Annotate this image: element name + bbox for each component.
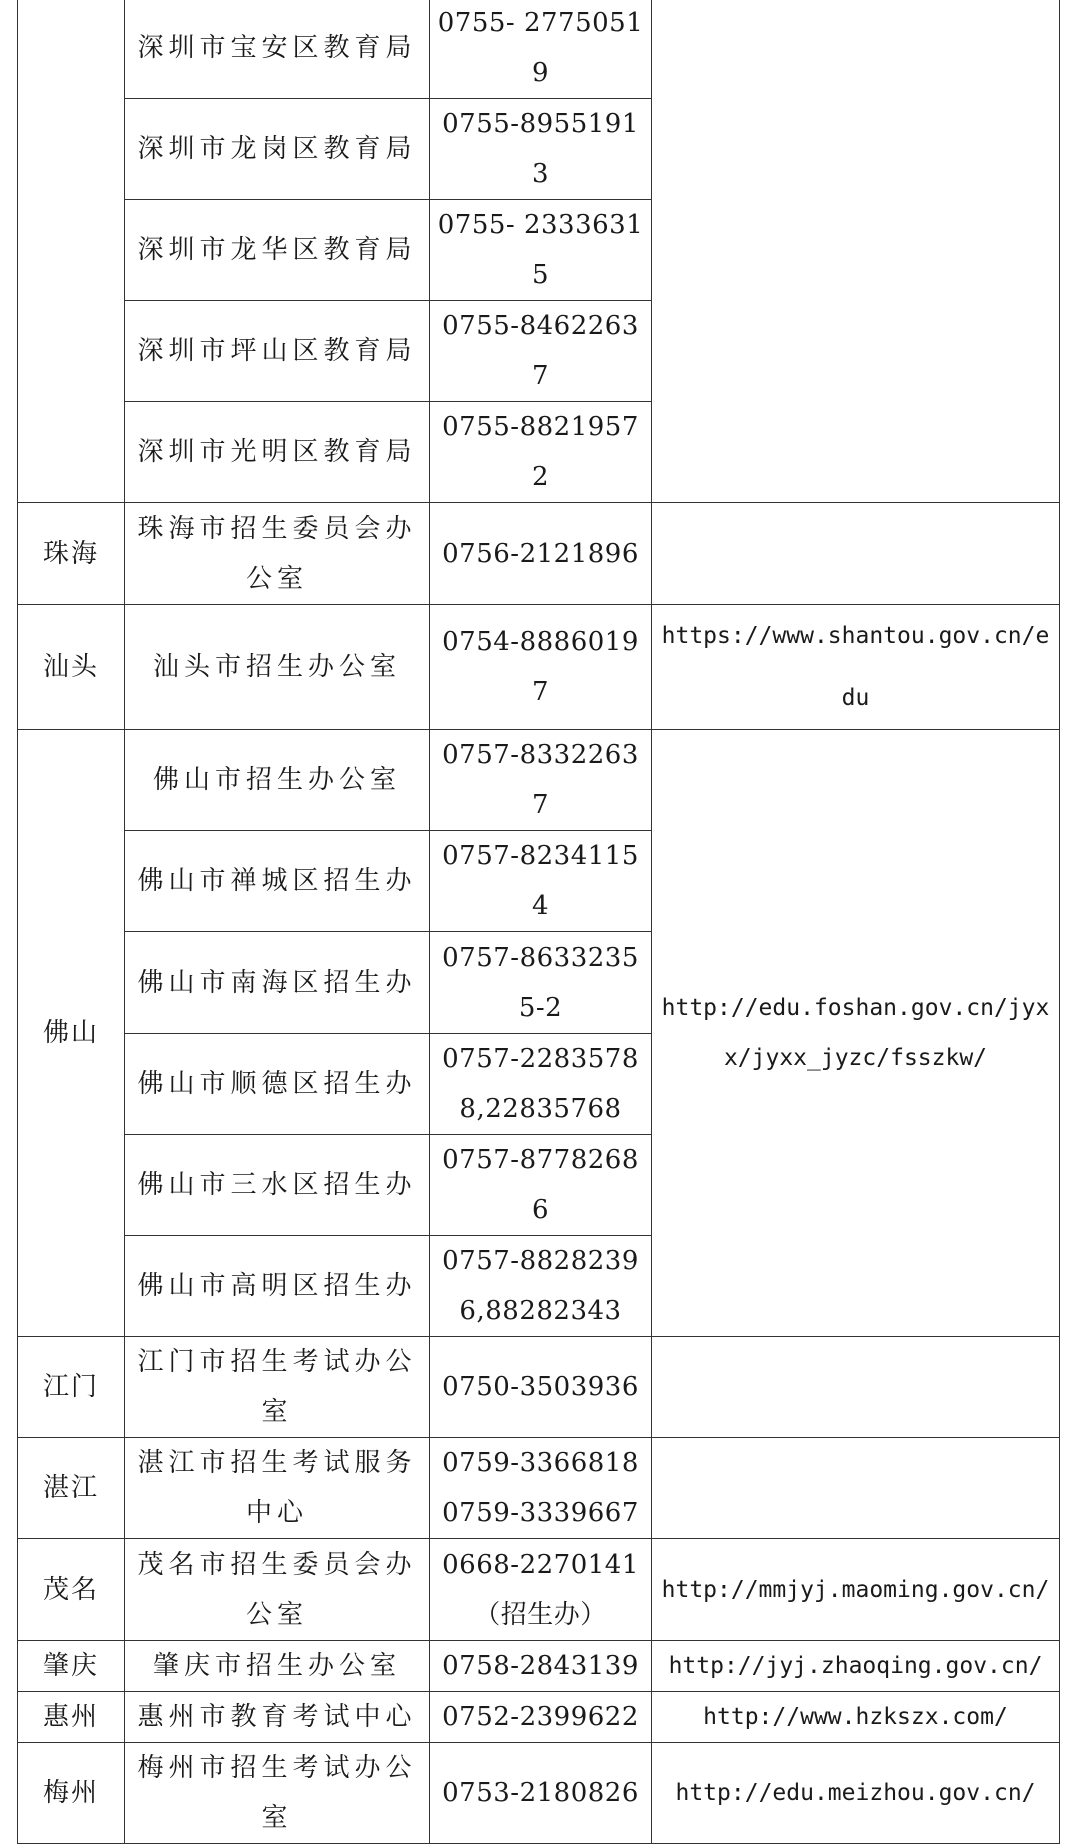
org-cell: 梅州市招生考试办公室 (125, 1743, 430, 1844)
org-cell: 茂名市招生委员会办公室 (125, 1539, 430, 1641)
url-cell: http://www.hzkszx.com/ (652, 1692, 1060, 1743)
org-cell: 深圳市坪山区教育局 (125, 301, 430, 402)
phone-cell: 0755- 23336315 (430, 200, 652, 301)
org-cell: 汕头市招生办公室 (125, 605, 430, 730)
org-cell: 佛山市顺德区招生办 (125, 1034, 430, 1135)
url-cell: http://edu.meizhou.gov.cn/ (652, 1743, 1060, 1844)
org-cell: 深圳市龙华区教育局 (125, 200, 430, 301)
city-cell: 珠海 (18, 503, 125, 605)
phone-cell: 0668-2270141（招生办） (430, 1539, 652, 1641)
table-row (18, 1743, 1060, 1844)
admissions-contact-table (17, 0, 1060, 1844)
url-cell (652, 503, 1060, 605)
org-cell: 江门市招生考试办公室 (125, 1337, 430, 1438)
phone-cell: 0757-88282396,88282343 (430, 1236, 652, 1337)
url-cell: http://jyj.zhaoqing.gov.cn/ (652, 1641, 1060, 1692)
phone-cell: 0755- 27750519 (430, 0, 652, 99)
city-cell: 惠州 (18, 1692, 125, 1743)
phone-cell: 0752-2399622 (430, 1692, 652, 1743)
phone-cell: 0757-22835788,22835768 (430, 1034, 652, 1135)
city-cell: 佛山 (18, 730, 125, 1337)
table-row (18, 1692, 1060, 1743)
city-cell: 茂名 (18, 1539, 125, 1641)
table-row (18, 1641, 1060, 1692)
phone-cell: 0755-84622637 (430, 301, 652, 402)
url-cell (652, 1438, 1060, 1539)
phone-cell: 0757-86332355-2 (430, 932, 652, 1034)
phone-cell: 0758-2843139 (430, 1641, 652, 1692)
org-cell: 佛山市招生办公室 (125, 730, 430, 831)
phone-cell: 0757-83322637 (430, 730, 652, 831)
table-row (18, 1337, 1060, 1438)
org-cell: 佛山市禅城区招生办 (125, 831, 430, 932)
org-cell: 湛江市招生考试服务中心 (125, 1438, 430, 1539)
city-cell: 汕头 (18, 605, 125, 730)
table-row (18, 503, 1060, 605)
city-cell: 湛江 (18, 1438, 125, 1539)
phone-cell: 0756-2121896 (430, 503, 652, 605)
org-cell: 佛山市高明区招生办 (125, 1236, 430, 1337)
org-cell: 佛山市三水区招生办 (125, 1135, 430, 1236)
table-row (18, 730, 1060, 831)
url-cell: https://www.shantou.gov.cn/edu (652, 605, 1060, 730)
city-cell: 梅州 (18, 1743, 125, 1844)
org-cell: 深圳市光明区教育局 (125, 402, 430, 503)
url-cell (652, 1337, 1060, 1438)
table-row (18, 1539, 1060, 1641)
phone-cell: 0754-88860197 (430, 605, 652, 730)
city-cell: 江门 (18, 1337, 125, 1438)
phone-cell: 0757-87782686 (430, 1135, 652, 1236)
phone-cell: 0759-3366818 0759-3339667 (430, 1438, 652, 1539)
url-cell (652, 0, 1060, 503)
phone-cell: 0753-2180826 (430, 1743, 652, 1844)
phone-cell: 0750-3503936 (430, 1337, 652, 1438)
org-cell: 惠州市教育考试中心 (125, 1692, 430, 1743)
url-cell: http://mmjyj.maoming.gov.cn/ (652, 1539, 1060, 1641)
table-row (18, 1438, 1060, 1539)
phone-cell: 0757-82341154 (430, 831, 652, 932)
table-row (18, 605, 1060, 730)
url-cell: http://edu.foshan.gov.cn/jyxx/jyxx_jyzc/fsszkw/ (652, 730, 1060, 1337)
city-cell (18, 0, 125, 503)
org-cell: 珠海市招生委员会办公室 (125, 503, 430, 605)
org-cell: 肇庆市招生办公室 (125, 1641, 430, 1692)
org-cell: 深圳市龙岗区教育局 (125, 99, 430, 200)
org-cell: 深圳市宝安区教育局 (125, 0, 430, 99)
phone-cell: 0755-89551913 (430, 99, 652, 200)
city-cell: 肇庆 (18, 1641, 125, 1692)
phone-cell: 0755-88219572 (430, 402, 652, 503)
org-cell: 佛山市南海区招生办 (125, 932, 430, 1034)
table-row (18, 0, 1060, 99)
